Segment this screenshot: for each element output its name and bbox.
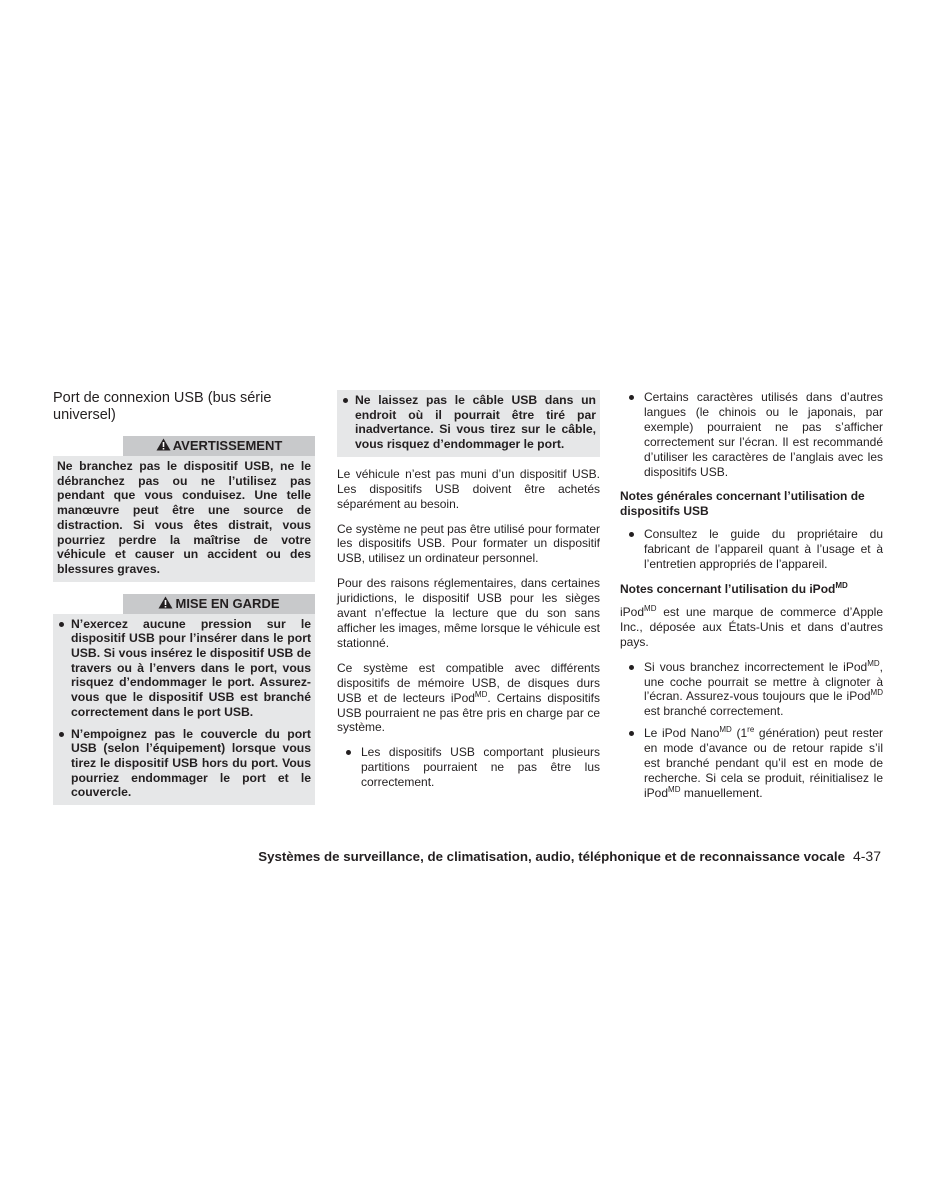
bullet-item: Les dispositifs USB comportant plusieurs partitions pourraient ne pas être lus correctement. — [337, 745, 600, 790]
subheading-ipod: Notes concernant l’utilisation du iPod$^{MD}$ — [620, 580, 848, 596]
paragraph: Le véhicule n’est pas muni d’un dispositif USB. Les dispositifs USB doivent être achetés séparément au besoin. — [337, 466, 600, 511]
warning-heading — [123, 436, 315, 456]
warning-text: Ne branchez pas le dispositif USB, ne le débranchez pas ou ne l’utilisez pas pendant que vous conduisez. Une telle manœuvre peut être une source de distraction. Si vous êtes distrait, vous pourriez perdre la maîtrise de votre véhicule et causer un accident ou des blessures graves. — [57, 459, 311, 576]
warning-box — [53, 436, 315, 582]
warning-heading-text: AVERTISSEMENT — [172, 438, 283, 453]
paragraph: iPod$^{MD}$ est une marque de commerce d’Apple Inc., déposée aux États-Unis et dans d’autres pays. — [620, 603, 883, 649]
bullet-item: Si vous branchez incorrectement le iPod$^{MD}$, une coche pourrait se mettre à clignoter à l’écran. Assurez-vous toujours que le iPod$^{MD}$ est branché correctement. — [620, 660, 883, 720]
caution-item: Ne laissez pas le câble USB dans un endroit où il pourrait être tiré par inadvertance. Si vous tirez sur le câble, vous risquez d’endommager le port. — [341, 393, 596, 452]
caution-heading — [123, 594, 315, 614]
page-footer — [258, 848, 881, 864]
caution-item: N’exercez aucune pression sur le dispositif USB pour l’insérer dans le port USB. Si vous insérez le dispositif USB de travers ou à l’envers dans le port, vous risquez d’endommager le port. Assurez-vous que le dispositif USB est branché correctement dans le port USB. — [57, 617, 311, 720]
paragraph: Ce système ne peut pas être utilisé pour formater les dispositifs USB. Pour formater un dispositif USB, utilisez un ordinateur personnel. — [337, 521, 600, 566]
warning-triangle-icon — [156, 438, 171, 451]
column-1 — [53, 390, 315, 805]
caution-heading-text: MISE EN GARDE — [175, 595, 280, 611]
paragraph: Pour des raisons réglementaires, dans certaines juridictions, le dispositif USB pour les sièges avant n’effectue la lecture que du son sans afficher les images, même lorsque le véhicule est stationné. — [337, 576, 600, 650]
bullet-item: Le iPod Nano$^{MD}$ (1re génération) peut rester en mode d’avance ou de retour rapide s’il est branché pendant qu’il est en mode de recherche. Si cela se produit, réinitialisez le iPod$^{MD}$ manuellement. — [620, 726, 883, 801]
caution-item: N’empoignez pas le couvercle du port USB (selon l’équipement) lorsque vous tirez le dispositif USB hors du port. Vous pourriez endommager le port et le couvercle. — [57, 727, 311, 801]
warning-body — [53, 456, 315, 582]
bullet-item: Consultez le guide du propriétaire du fabricant de l’appareil quant à l’usage et à l’entretien appropriés de l’appareil. — [620, 527, 883, 572]
footer-title: Systèmes de surveillance, de climatisation, audio, téléphonique et de reconnaissance vocale — [258, 849, 845, 864]
page-number: 4-37 — [852, 848, 881, 864]
column-2 — [337, 390, 600, 800]
caution-continued-box — [337, 390, 600, 457]
caution-box — [53, 594, 315, 805]
section-title: Port de connexion USB (bus série universel) — [53, 390, 272, 423]
warning-triangle-icon — [158, 596, 173, 609]
subheading-general: Notes générales concernant l’utilisation de dispositifs USB — [620, 489, 865, 519]
caution-body — [53, 614, 315, 805]
paragraph: Ce système est compatible avec différents dispositifs de mémoire USB, de disques durs USB et de lecteurs iPod$^{MD}$. Certains dispositifs USB pourraient ne pas être pris en charge par ce système. — [337, 660, 601, 735]
bullet-item: Certains caractères utilisés dans d’autres langues (le chinois ou le japonais, par exemple) pourraient ne pas s’afficher correctement sur l’écran. Il est recommandé d’utiliser les caractères de l’anglais avec les dispositifs USB. — [620, 390, 883, 479]
column-3 — [620, 390, 883, 811]
